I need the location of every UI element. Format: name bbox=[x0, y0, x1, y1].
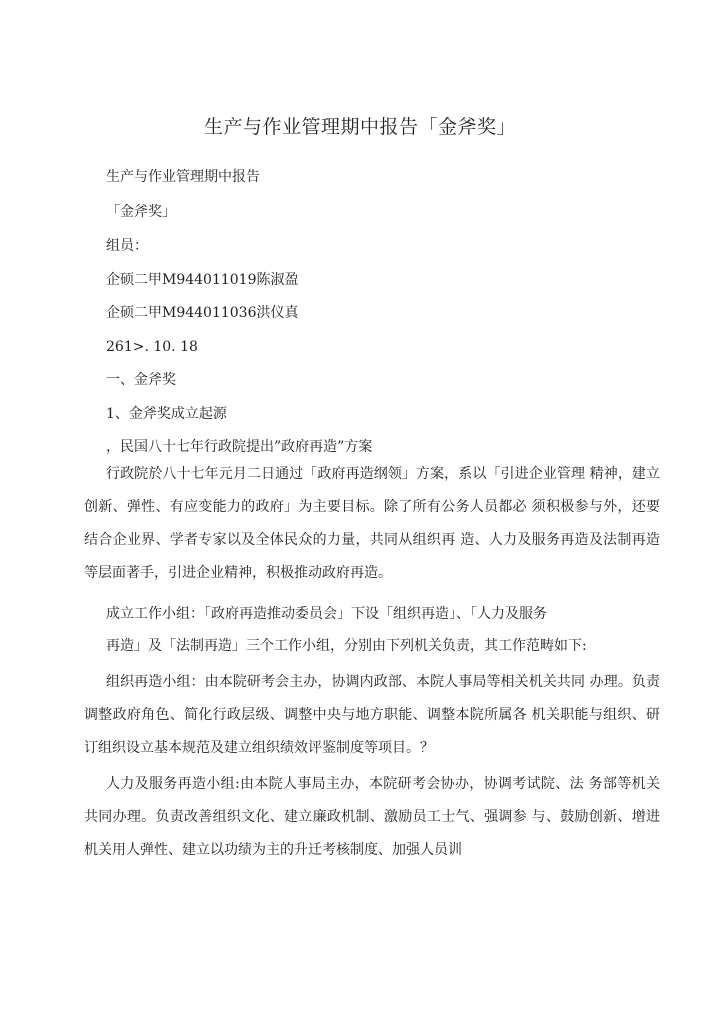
document-title: 生产与作业管理期中报告「金斧奖」 bbox=[203, 116, 516, 138]
members-label: 组员： bbox=[106, 238, 148, 254]
award-name: 「金斧奖」 bbox=[106, 204, 176, 220]
section-heading: 一、金斧奖 bbox=[106, 372, 176, 388]
member-2: 企硕二甲M944011036洪仪真 bbox=[106, 305, 299, 321]
report-date: 261>. 10. 18 bbox=[106, 339, 198, 355]
paragraph-reform-program: 行政院於八十七年元月二日通过「政府再造纲领」方案，系以「引进企业管理 精神，建立创新、弹性、有应变能力的政府」为主要目标。除了所有公务人员都必 须积极参与外，还要结合企业界、学者专家以及全体民众的力量，共同从组织再 造、人力及服务再造及法制再造等层面著手，引进企业精神，积极推动政府再造。 bbox=[84, 466, 660, 581]
paragraph-hr-group: 人力及服务再造小组:由本院人事局主办，本院研考会协办，协调考试院、法 务部等机关共同办理。负责改善组织文化、建立廉政机制、激励员工士气、强调参 与、鼓励创新、增进机关用人弹性、建立以功绩为主的升迁考核制度、加强人员训 bbox=[84, 776, 660, 858]
report-subtitle: 生产与作业管理期中报告 bbox=[106, 169, 260, 185]
subsection-heading: 1、金斧奖成立起源 bbox=[106, 406, 227, 422]
paragraph-organization-group: 组织再造小组：由本院研考会主办，协调内政部、本院人事局等相关机关共同 办理。负责调整政府角色、简化行政层级、调整中央与地方职能、调整本院所属各 机关职能与组织、研订组织设立基本规范及建立组织绩效评鉴制度等项目。？ bbox=[84, 674, 660, 756]
member-1: 企硕二甲M944011019陈淑盈 bbox=[106, 272, 299, 288]
paragraph-working-groups-1: 成立工作小组：「政府再造推动委员会」下设「组织再造」、「人力及服务 bbox=[106, 606, 547, 622]
intro-line: ，民国八十七年行政院提出”政府再造”方案 bbox=[106, 439, 373, 455]
paragraph-working-groups-2: 再造」及「法制再造」三个工作小组，分别由下列机关负责，其工作范畴如下: bbox=[106, 638, 587, 654]
